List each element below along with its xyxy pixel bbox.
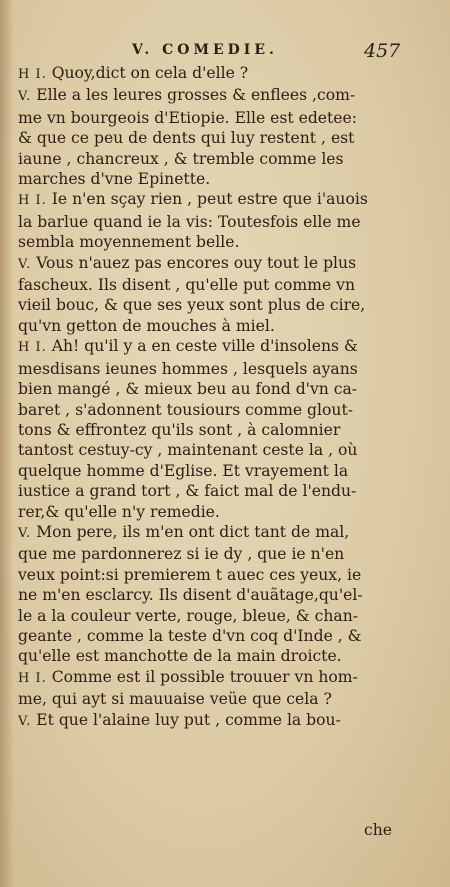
text-line [18,295,402,315]
text-line [18,169,402,189]
line-text: tons & effrontez qu'ils sont , à calomnier [18,420,341,439]
text-line [18,400,402,420]
speaker-label: V. [18,89,32,105]
line-text: vieil bouc, & que ses yeux sont plus de cire, [18,296,366,315]
text-line [18,710,402,732]
line-text: mesdisans ieunes hommes , lesquels ayans [18,359,358,378]
speech [18,522,402,667]
line-text: Quoy,dict on cela d'elle ? [51,64,249,82]
text-line [18,689,402,709]
page-gutter-shadow [0,0,14,887]
speaker-label: H I. [18,340,47,356]
line-text: marches d'vne Epinette. [18,170,211,189]
line-text: geante , comme la teste d'vn coq d'Inde , & [18,626,362,645]
text-line [18,108,402,128]
speaker-label: V. [18,525,32,541]
text-line [18,275,402,295]
text-line [18,440,402,460]
line-text: Et que l'alaine luy put , comme la bou- [36,710,341,729]
speaker-label: H I. [18,670,47,686]
line-text: Ie n'en sçay rien , peut estre que i'auois [51,190,368,209]
speech [18,336,402,522]
text-line [18,626,402,646]
text-line [18,420,402,440]
text-line [18,667,402,689]
text-line [18,585,402,605]
text-line [18,522,402,544]
line-text: iustice a grand tort , & faict mal de l'endu- [18,482,357,501]
text-line [18,63,402,85]
line-text: la barlue quand ie la vis: Toutesfois elle me [18,212,361,231]
line-text: fascheux. Ils disent , qu'elle put comme vn [18,276,355,295]
line-text: veux point:si premierem t auec ces yeux, ie [18,565,362,584]
speaker-label: H I. [18,67,47,82]
line-text: ne m'en esclarcy. Ils disent d'auãtage,qu'el- [18,586,363,605]
text-line [18,149,402,169]
speaker-label: V. [18,713,32,729]
text-line [18,359,402,379]
line-text: iaune , chancreux , & tremble comme les [18,149,344,168]
line-text: Comme est il possible trouuer vn hom- [51,667,358,686]
text-line [18,461,402,481]
text-line [18,336,402,358]
speech [18,710,402,732]
line-text: Elle a les leures grosses & enflees ,com- [36,86,356,105]
line-text: sembla moyennement belle. [18,233,240,252]
line-text: me, qui ayt si mauuaise veüe que cela ? [18,690,332,709]
line-text: que me pardonnerez si ie dy , que ie n'en [18,545,345,564]
text-line [18,379,402,399]
line-text: qu'vn getton de mouches à miel. [18,316,275,335]
text-line [18,253,402,275]
line-text: me vn bourgeois d'Etiopie. Elle est edetee: [18,108,358,127]
line-text: bien mangé , & mieux beu au fond d'vn ca- [18,380,358,399]
speech [18,667,402,710]
speaker-label: V. [18,256,32,272]
speech [18,189,402,252]
speaker-label: H I. [18,193,47,209]
line-text: & que ce peu de dents qui luy restent , est [18,129,355,148]
text-line [18,606,402,626]
text-line [18,232,402,252]
text-line [18,85,402,107]
speech [18,63,402,85]
speech [18,85,402,189]
text-line [18,189,402,211]
speech [18,253,402,337]
text-line [18,565,402,585]
text-line [18,646,402,666]
text-line [18,316,402,336]
line-text: rer,& qu'elle n'y remedie. [18,502,220,521]
dialogue-text [18,63,402,732]
line-text: le a la couleur verte, rouge, bleue, & chan- [18,606,359,625]
text-line [18,544,402,564]
line-text: Vous n'auez pas encores ouy tout le plus [36,253,357,272]
running-title: V. COMEDIE. [132,42,278,58]
text-line [18,481,402,501]
catchword: che [364,821,393,839]
text-line [18,128,402,148]
line-text: qu'elle est manchotte de la main droicte. [18,647,342,666]
line-text: tantost cestuy-cy , maintenant ceste la , où [18,441,358,460]
line-text: Ah! qu'il y a en ceste ville d'insolens & [51,337,358,356]
line-text: baret , s'adonnent tousiours comme glout- [18,400,353,419]
line-text: quelque homme d'Eglise. Et vrayement la [18,461,349,480]
page-number: 457 [364,40,401,62]
text-line [18,212,402,232]
line-text: Mon pere, ils m'en ont dict tant de mal, [36,522,350,541]
text-line [18,502,402,522]
